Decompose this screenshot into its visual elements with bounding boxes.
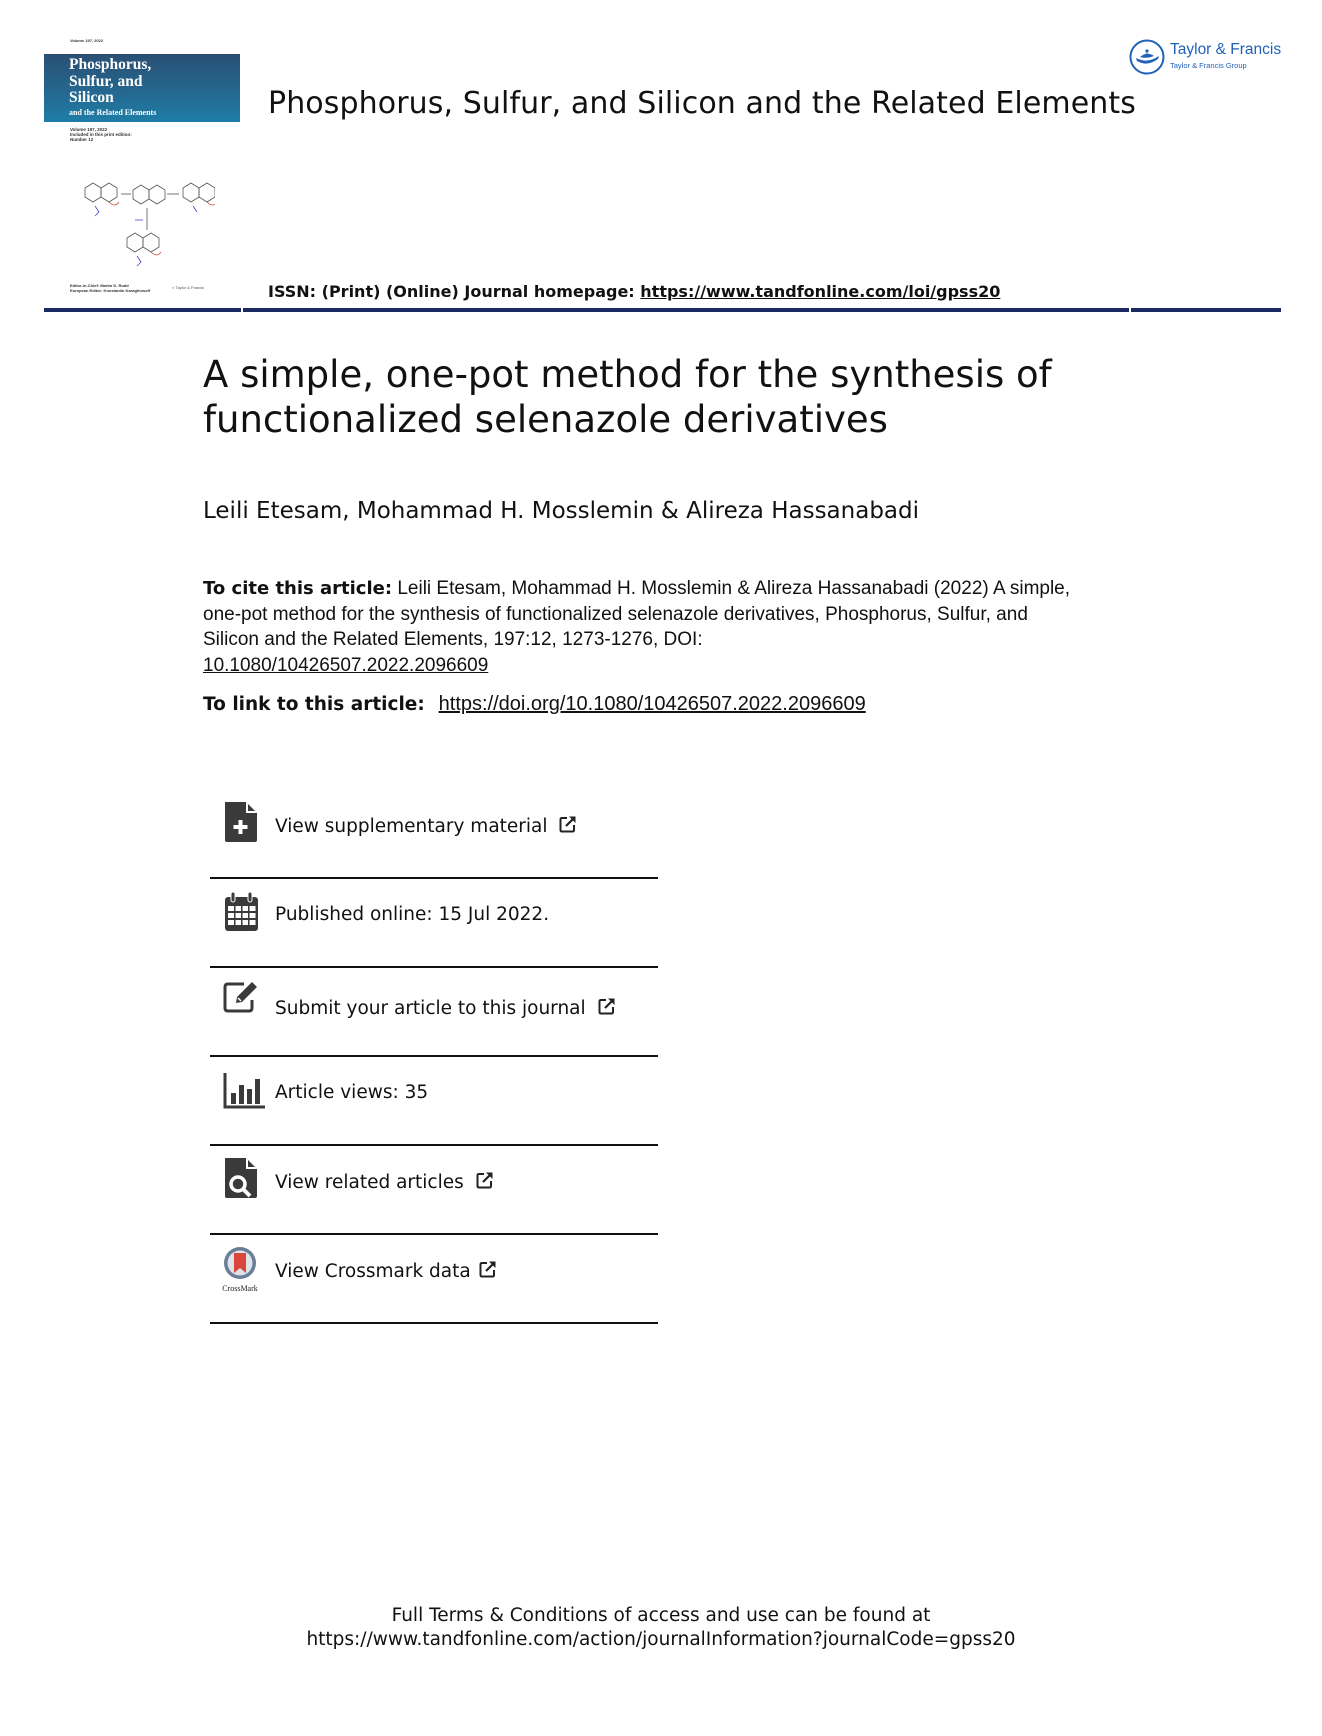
- cover-title-band: [44, 54, 240, 122]
- terms-footer: [0, 1604, 1322, 1652]
- publisher-name: Taylor & Francis: [1170, 41, 1282, 58]
- cover-publisher-mark: ◐ Taylor & Francis: [172, 285, 205, 290]
- taylor-francis-lamp-icon: [1128, 38, 1166, 76]
- supplementary-material-item[interactable]: [210, 790, 658, 879]
- external-link-icon: [598, 997, 616, 1015]
- article-authors: Leili Etesam, Mohammad H. Mosslemin & Alireza Hassanabadi: [203, 498, 920, 524]
- published-online-item: [210, 879, 658, 968]
- edit-icon: [222, 978, 260, 1022]
- file-search-icon: [222, 1156, 260, 1200]
- header-divider-gap: [241, 308, 243, 312]
- terms-url[interactable]: https://www.tandfonline.com/action/journalInformation?journalCode=gpss20: [306, 1629, 1016, 1650]
- bar-chart-icon: [222, 1067, 266, 1111]
- article-doi-link[interactable]: https://doi.org/10.1080/10426507.2022.2096609: [438, 693, 866, 715]
- related-articles-item[interactable]: [210, 1146, 658, 1235]
- external-link-icon: [479, 1260, 497, 1278]
- cover-volume: Volume 197, 2022: [70, 38, 104, 43]
- citation-block: [203, 576, 1073, 678]
- article-actions-list: [210, 790, 658, 1324]
- item-label: View related articles: [275, 1172, 464, 1193]
- item-label: View supplementary material: [275, 816, 548, 837]
- calendar-icon: [222, 889, 260, 933]
- cover-publisher-icon: ◐: [172, 285, 175, 290]
- publisher-logo[interactable]: [1128, 38, 1288, 78]
- journal-title: Phosphorus, Sulfur, and Silicon and the Related Elements: [268, 86, 1136, 121]
- link-label: To link to this article:: [203, 694, 425, 715]
- cover-chemical-structure-image: [75, 168, 215, 273]
- terms-text: Full Terms & Conditions of access and use can be found at: [391, 1605, 931, 1626]
- external-link-icon: [476, 1171, 494, 1189]
- item-label: View Crossmark data: [275, 1261, 471, 1282]
- cite-label: To cite this article:: [203, 578, 393, 599]
- publisher-group: Taylor & Francis Group: [1170, 61, 1247, 70]
- header-divider: [44, 308, 1281, 312]
- cite-doi-link[interactable]: 10.1080/10426507.2022.2096609: [203, 654, 489, 676]
- cover-subtitle: and the Related Elements: [69, 108, 157, 117]
- item-label: Published online: 15 Jul 2022.: [275, 904, 550, 925]
- article-views-item: [210, 1057, 658, 1146]
- header-divider-gap: [1129, 308, 1131, 312]
- journal-homepage-link[interactable]: https://www.tandfonline.com/loi/gpss20: [640, 282, 1001, 301]
- issn-line: [268, 282, 1000, 301]
- item-label: Submit your article to this journal: [275, 998, 586, 1019]
- submit-article-item[interactable]: [210, 968, 658, 1057]
- external-link-icon: [559, 815, 577, 833]
- cover-title: Phosphorus, Sulfur, and Silicon: [69, 56, 152, 106]
- crossmark-item[interactable]: [210, 1235, 658, 1324]
- file-plus-icon: [222, 800, 260, 844]
- cite-text: Leili Etesam, Mohammad H. Mosslemin & Alireza Hassanabadi (2022) A simple, one-pot method for the synthesis of functionalized selenazole derivatives, Phosphorus, Sulfur, and Silicon and the Related Elements, 197:12, 1273-1276, DOI:: [203, 578, 1071, 650]
- issn-label: ISSN: (Print) (Online) Journal homepage:: [268, 282, 635, 301]
- cover-editors: Editor-in-Chief: Martin D. Rudd European Editor: Konstantin Karaghiosoff: [70, 283, 151, 293]
- article-title: A simple, one-pot method for the synthesis of functionalized selenazole derivatives: [203, 353, 1052, 441]
- cover-edition: Volume 197, 2022 Included in this print edition: Number 12: [70, 127, 132, 142]
- item-label: Article views: 35: [275, 1082, 429, 1103]
- svg-text:CrossMark: CrossMark: [222, 1284, 258, 1293]
- article-link-line: [203, 693, 866, 716]
- crossmark-icon: [218, 1245, 262, 1293]
